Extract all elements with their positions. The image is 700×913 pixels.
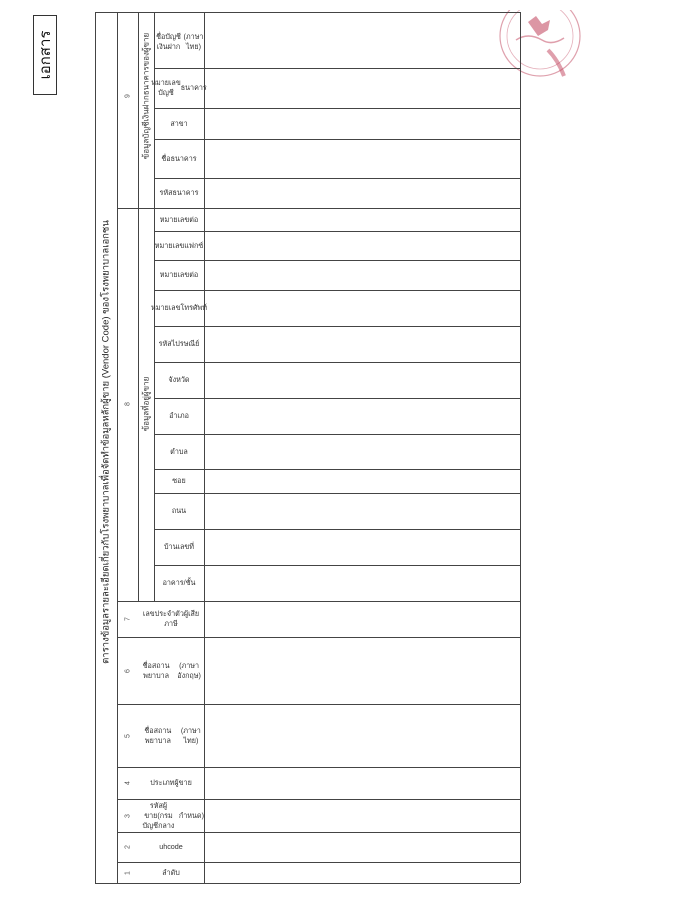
address-field-label: หมายเลข โทรศัพท์ <box>151 303 207 312</box>
row-rule <box>154 260 520 261</box>
column-label: ชื่อสถานพยาบาล (ภาษาอังกฤษ) <box>142 660 201 680</box>
column-label: ชื่อสถานพยาบาล (ภาษาไทย) <box>144 725 201 745</box>
row-rule <box>154 398 520 399</box>
address-field-label: ถนน <box>171 506 187 515</box>
address-field-label: อาคาร/ชั้น <box>162 578 196 587</box>
number-column-border <box>117 12 118 883</box>
address-field-label: จังหวัด <box>168 375 190 384</box>
table-right-border <box>520 12 521 883</box>
address-field-label: ตำบล <box>170 446 188 456</box>
address-field-label: รหัสไปรษณีย์ <box>158 339 200 348</box>
row-rule <box>154 68 520 69</box>
column-number: 6 <box>124 668 132 673</box>
table-left-border <box>95 12 96 883</box>
address-field-label: หมายเลขต่อ <box>159 270 199 279</box>
table-top-border <box>95 12 520 13</box>
group8-title: ข้อมูลที่อยู่ผู้ขาย <box>141 376 151 432</box>
table-bottom-border <box>95 883 520 884</box>
row-rule <box>154 290 520 291</box>
address-field-label: ซอย <box>172 476 186 485</box>
address-field-label: บ้านเลขที่ <box>163 542 195 551</box>
document-tab-label: เอกสาร <box>37 30 54 80</box>
row-rule <box>154 493 520 494</box>
bank-field-label: ชื่อธนาคาร <box>161 153 197 163</box>
row-rule <box>154 565 520 566</box>
document-tab <box>33 15 57 95</box>
bank-field-label: สาขา <box>170 118 188 128</box>
column-label: ประเภทผู้ขาย <box>150 778 192 787</box>
column-label: เลขประจำตัวผู้เสียภาษี <box>142 609 200 628</box>
column-number: 4 <box>124 781 132 785</box>
group9-number: 9 <box>124 94 132 98</box>
group9-title: ข้อมูลบัญชีเงินฝากธนาคารของผู้ขาย <box>141 32 151 160</box>
vendor-data-table <box>95 0 521 883</box>
bank-field-label: ชื่อบัญชีเงินฝาก (ภาษาไทย) <box>156 32 204 51</box>
address-field-label: หมายเลขต่อ <box>159 214 199 224</box>
column-number: 7 <box>124 617 132 621</box>
row-rule <box>154 434 520 435</box>
column-label: รหัสผู้ขาย(กรมบัญชีกลาง กำหนด) <box>142 800 204 830</box>
group8-number: 8 <box>124 402 132 406</box>
bank-field-label: รหัสธนาคาร <box>159 188 199 197</box>
column-number: 2 <box>124 845 132 849</box>
row-rule <box>154 231 520 232</box>
row-rule <box>154 326 520 327</box>
row-rule <box>154 208 520 209</box>
column-label: uhcode <box>159 842 183 851</box>
column-number: 5 <box>124 733 132 738</box>
row-rule <box>154 362 520 363</box>
address-field-label: อำเภอ <box>169 411 189 420</box>
row-rule <box>154 139 520 140</box>
value-column-border <box>204 12 205 883</box>
row-rule <box>154 108 520 109</box>
table-title: ตารางข้อมูลรายละเอียดเกี่ยวกับโรงพยาบาลเพื่อจัดทำข้อมูลหลักผู้ขาย (Vendor Code) ของโรงพยาบาลเอกชน <box>100 220 112 664</box>
column-number: 1 <box>124 870 132 875</box>
column-number: 3 <box>124 813 132 818</box>
row-rule <box>154 529 520 530</box>
row-rule <box>154 469 520 470</box>
row-rule <box>154 178 520 179</box>
column-label: ลำดับ <box>162 867 180 877</box>
bank-field-label: หมายเลขบัญชี ธนาคาร <box>151 78 207 97</box>
address-field-label: หมายเลขแฟกซ์ <box>154 240 204 250</box>
